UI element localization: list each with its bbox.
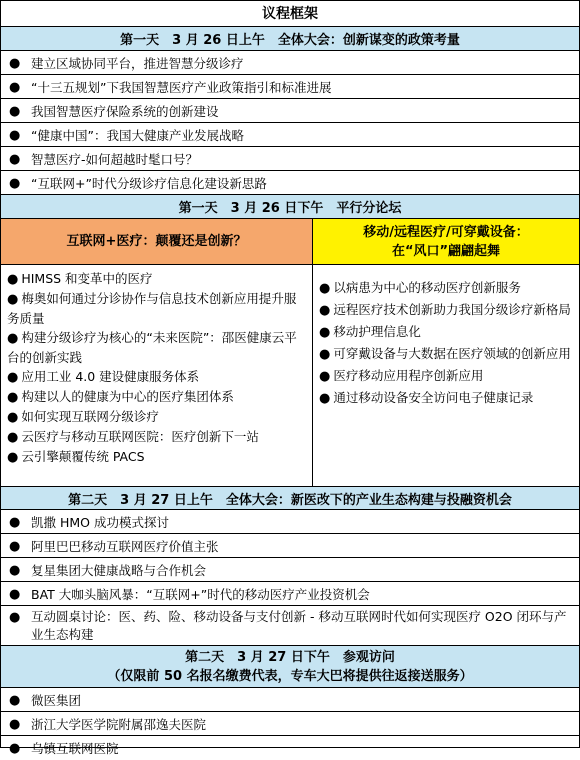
list-item: ● 梅奥如何通过分诊协作与信息技术创新应用提升服务质量	[7, 289, 308, 328]
bullet-icon	[9, 586, 31, 602]
list-item: ● “健康中国”：我国大健康产业发展战略	[1, 123, 579, 147]
list-item: ● 凯撒 HMO 成功模式探讨	[1, 510, 579, 534]
list-item: ● BAT 大咖头脑风暴：“互联网+”时代的移动医疗产业投资机会	[1, 582, 579, 606]
list-item: ● 远程医疗技术创新助力我国分级诊疗新格局	[319, 299, 575, 321]
list-item: ● 以病患为中心的移动医疗创新服务	[319, 277, 575, 299]
list-item: ● 应用工业 4.0 建设健康服务体系	[7, 367, 308, 387]
list-item: ● 构建以人的健康为中心的医疗集团体系	[7, 387, 308, 407]
bullet-icon	[9, 608, 31, 627]
bullet-icon	[9, 151, 31, 167]
bullet-icon	[9, 538, 31, 554]
bullet-icon	[9, 692, 31, 708]
list-item: ● 互动圆桌讨论：医、药、险、移动设备与支付创新 - 移动互联网时代如何实现医疗 O2O 闭环与产业生态构建	[1, 606, 579, 646]
day1-am-header: 第一天 3 月 26 日上午 全体大会：创新谋变的政策考量	[1, 27, 579, 51]
day2-am-header: 第二天 3 月 27 日上午 全体大会：新医改下的产业生态构建与投融资机会	[1, 487, 579, 510]
forum-left	[1, 219, 313, 486]
list-item: ● 云医疗与移动互联网医院：医疗创新下一站	[7, 427, 308, 447]
list-item: ● 可穿戴设备与大数据在医疗领域的创新应用	[319, 343, 575, 365]
day2-pm-header: 第二天 3 月 27 日下午 参观访问 （仅限前 50 名报名缴费代表，专车大巴将提供往返接送服务）	[1, 646, 579, 688]
bullet-icon	[9, 103, 31, 119]
bullet-icon	[9, 55, 31, 71]
forum-left-list	[1, 265, 312, 467]
list-item: ● 智慧医疗-如何超越时髦口号？	[1, 147, 579, 171]
agenda-title: 议程框架	[1, 1, 579, 27]
bullet-icon	[9, 562, 31, 578]
bullet-icon	[9, 175, 31, 191]
forum-left-header: 互联网+医疗：颠覆还是创新？	[1, 219, 312, 265]
list-item: ● 复星集团大健康战略与合作机会	[1, 558, 579, 582]
list-item: ● 移动护理信息化	[319, 321, 575, 343]
list-item: ● 阿里巴巴移动互联网医疗价值主张	[1, 534, 579, 558]
bullet-icon	[9, 740, 31, 756]
list-item: ● 构建分级诊疗为核心的“未来医院”：邵医健康云平台的创新实践	[7, 328, 308, 367]
list-item: ● 如何实现互联网分级诊疗	[7, 407, 308, 427]
bullet-icon	[9, 514, 31, 530]
bullet-icon	[9, 79, 31, 95]
list-item: ● 通过移动设备安全访问电子健康记录	[319, 387, 575, 409]
list-item: ● 云引擎颠覆传统 PACS	[7, 447, 308, 467]
day1-pm-header: 第一天 3 月 26 日下午 平行分论坛	[1, 195, 579, 219]
list-item: ● 微医集团	[1, 688, 579, 712]
list-item: ● 建立区域协同平台，推进智慧分级诊疗	[1, 51, 579, 75]
list-item: ● “十三五规划”下我国智慧医疗产业政策指引和标准进展	[1, 75, 579, 99]
list-item: ● 浙江大学医学院附属邵逸夫医院	[1, 712, 579, 736]
forum-right-header: 移动/远程医疗/可穿戴设备： 在“风口”翩翩起舞	[313, 219, 579, 265]
bullet-icon	[9, 716, 31, 732]
list-item: ● “互联网+”时代分级诊疗信息化建设新思路	[1, 171, 579, 195]
parallel-forums	[1, 219, 579, 487]
list-item: ● 医疗移动应用程序创新应用	[319, 365, 575, 387]
forum-right-list	[313, 265, 579, 409]
list-item: ● 我国智慧医疗保险系统的创新建设	[1, 99, 579, 123]
list-item: ● HIMSS 和变革中的医疗	[7, 269, 308, 289]
bullet-icon	[9, 127, 31, 143]
forum-right	[313, 219, 579, 486]
list-item: ● 乌镇互联网医院	[1, 736, 579, 760]
